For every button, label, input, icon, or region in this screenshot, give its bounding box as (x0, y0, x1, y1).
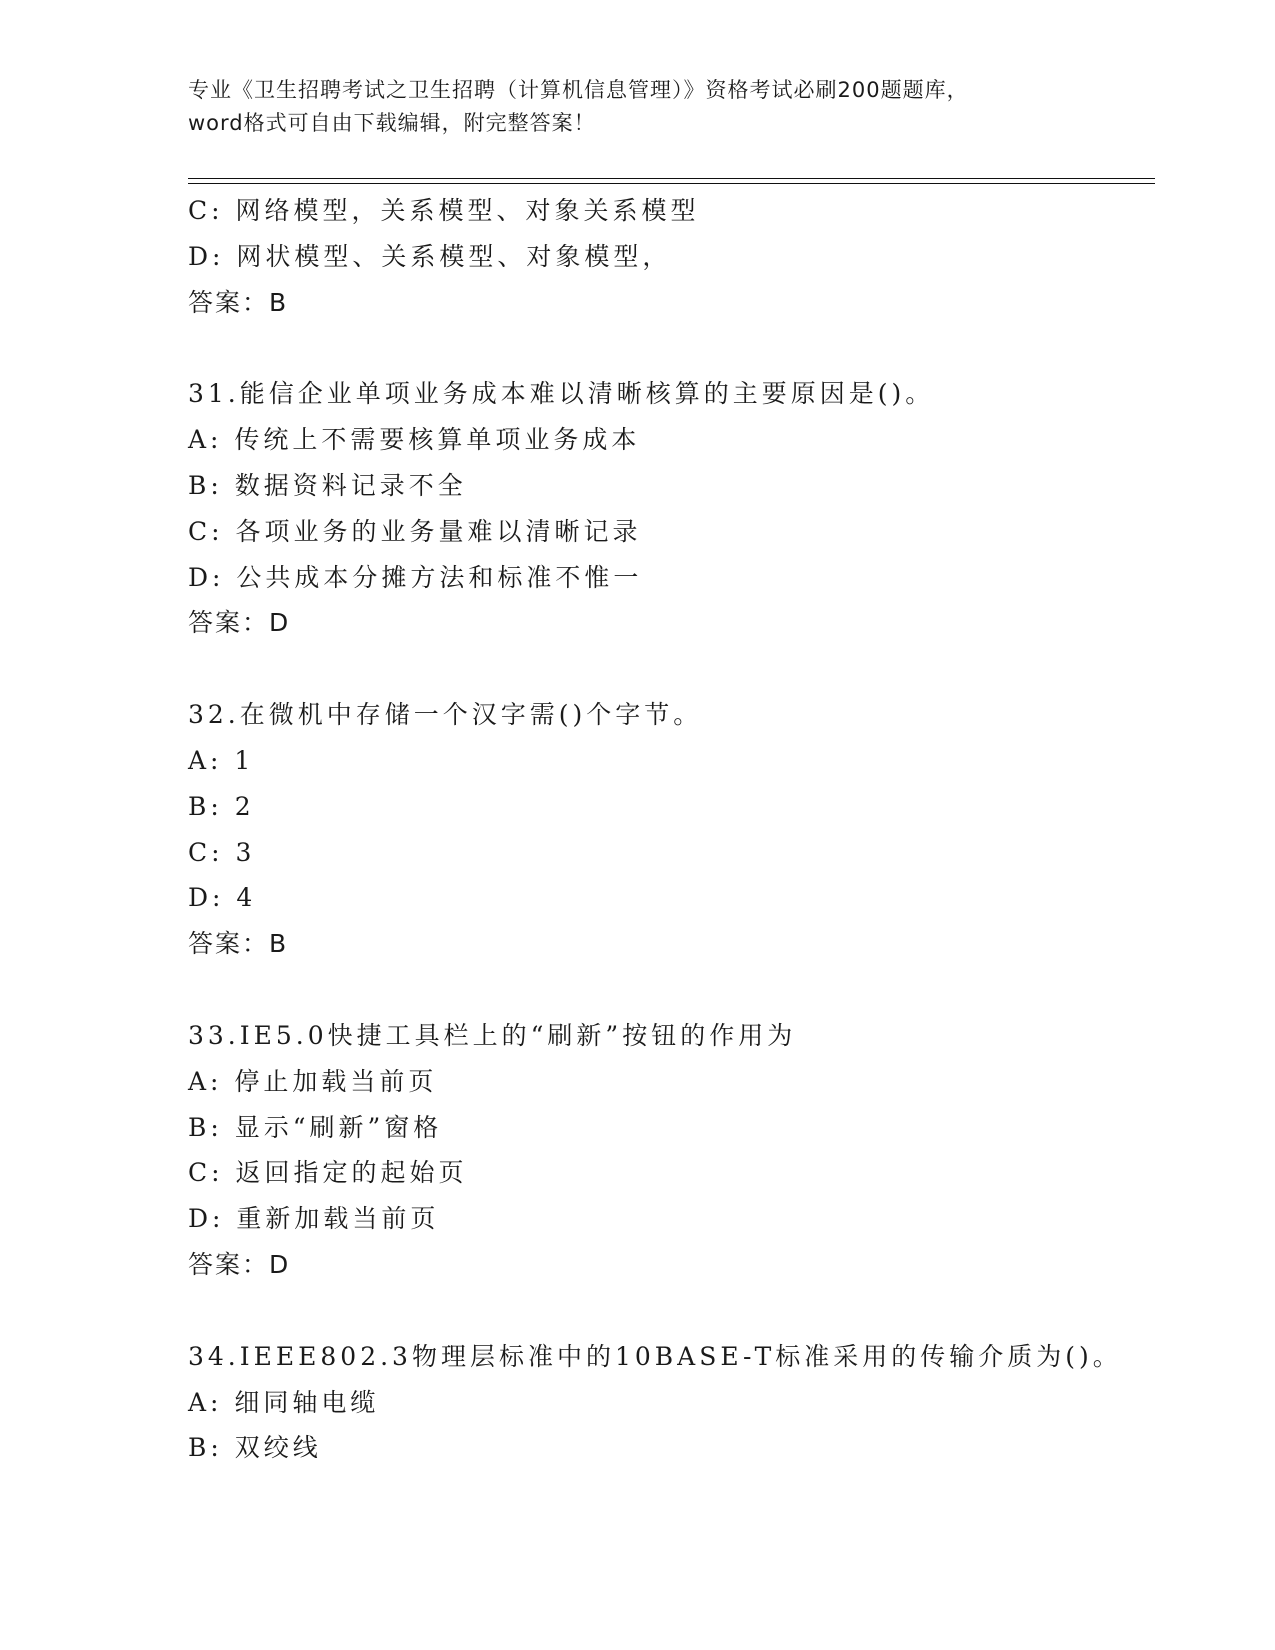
question-list (188, 188, 1148, 1471)
header-line-1: 专业《卫生招聘考试之卫生招聘（计算机信息管理）》资格考试必刷200题题库， (188, 78, 969, 102)
option-d: D: 公共成本分摊方法和标准不惟一 (188, 562, 643, 592)
question-block (188, 1013, 1148, 1288)
option-a: A: 1 (188, 745, 255, 775)
option-b: B: 显示“刷新”窗格 (188, 1112, 443, 1142)
header-line-2: word格式可自由下载编辑，附完整答案！ (188, 111, 596, 135)
option-d: D: 网状模型、关系模型、对象模型， (188, 241, 672, 271)
question-text: 33.IE5.0快捷工具栏上的“刷新”按钮的作用为 (188, 1020, 797, 1050)
question-text: 31.能信企业单项业务成本难以清晰核算的主要原因是()。 (188, 379, 935, 409)
option-c: C: 返回指定的起始页 (188, 1158, 468, 1188)
spacer (188, 325, 1148, 371)
spacer (188, 646, 1148, 692)
question-block (188, 692, 1148, 967)
option-b: B: 数据资料记录不全 (188, 470, 467, 500)
spacer (188, 1288, 1148, 1334)
question-text: 34.IEEE802.3物理层标准中的10BASE-T标准采用的传输介质为()。 (188, 1341, 1122, 1371)
option-c: C: 网络模型，关系模型、对象关系模型 (188, 196, 700, 225)
answer-text: 答案：B (188, 929, 289, 959)
answer-text: 答案：D (188, 608, 291, 638)
document-header (188, 74, 1088, 140)
spacer (188, 967, 1148, 1013)
header-divider-top (188, 178, 1155, 179)
option-a: A: 停止加载当前页 (188, 1066, 438, 1096)
question-block (188, 1334, 1148, 1471)
option-d: D: 4 (188, 883, 257, 913)
question-block (188, 371, 1148, 646)
answer-text: 答案：B (188, 287, 289, 317)
option-d: D: 重新加载当前页 (188, 1204, 440, 1234)
question-block (188, 188, 1148, 325)
answer-text: 答案：D (188, 1249, 291, 1279)
option-b: B: 双绞线 (188, 1433, 322, 1463)
option-c: C: 3 (188, 837, 256, 867)
option-b: B: 2 (188, 791, 255, 821)
option-c: C: 各项业务的业务量难以清晰记录 (188, 516, 642, 546)
option-a: A: 传统上不需要核算单项业务成本 (188, 425, 641, 455)
question-text: 32.在微机中存储一个汉字需()个字节。 (188, 700, 703, 730)
option-a: A: 细同轴电缆 (188, 1387, 380, 1417)
header-divider-bottom (188, 183, 1155, 184)
